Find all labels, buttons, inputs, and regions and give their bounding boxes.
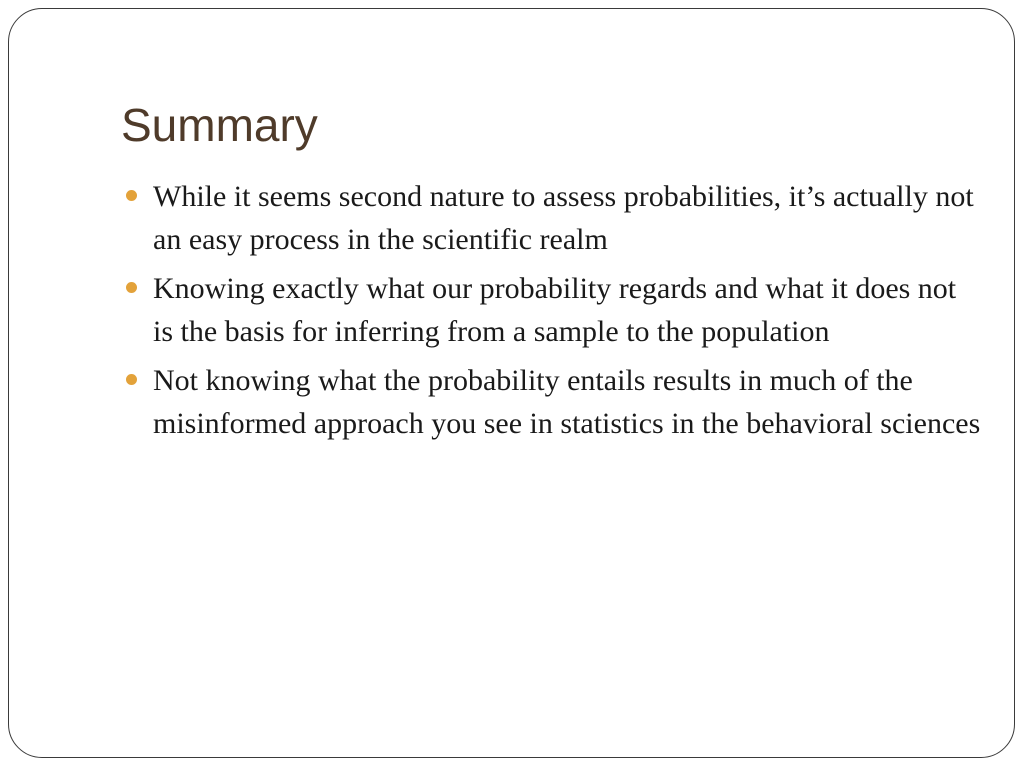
bullet-dot-icon: [126, 374, 137, 385]
bullet-item: [123, 175, 983, 261]
bullet-list: [123, 175, 983, 451]
slide-title: Summary: [121, 99, 318, 151]
slide-frame: [8, 8, 1015, 758]
bullet-item: [123, 267, 983, 353]
bullet-dot-icon: [126, 282, 137, 293]
bullet-item: [123, 359, 983, 445]
bullet-dot-icon: [126, 190, 137, 201]
bullet-text: Knowing exactly what our probability regards and what it does not is the basis for inferring from a sample to the population: [153, 272, 957, 348]
bullet-text: Not knowing what the probability entails results in much of the misinformed approach you see in statistics in the behavioral sciences: [153, 364, 981, 440]
bullet-text: While it seems second nature to assess probabilities, it’s actually not an easy process in the scientific realm: [153, 180, 974, 256]
